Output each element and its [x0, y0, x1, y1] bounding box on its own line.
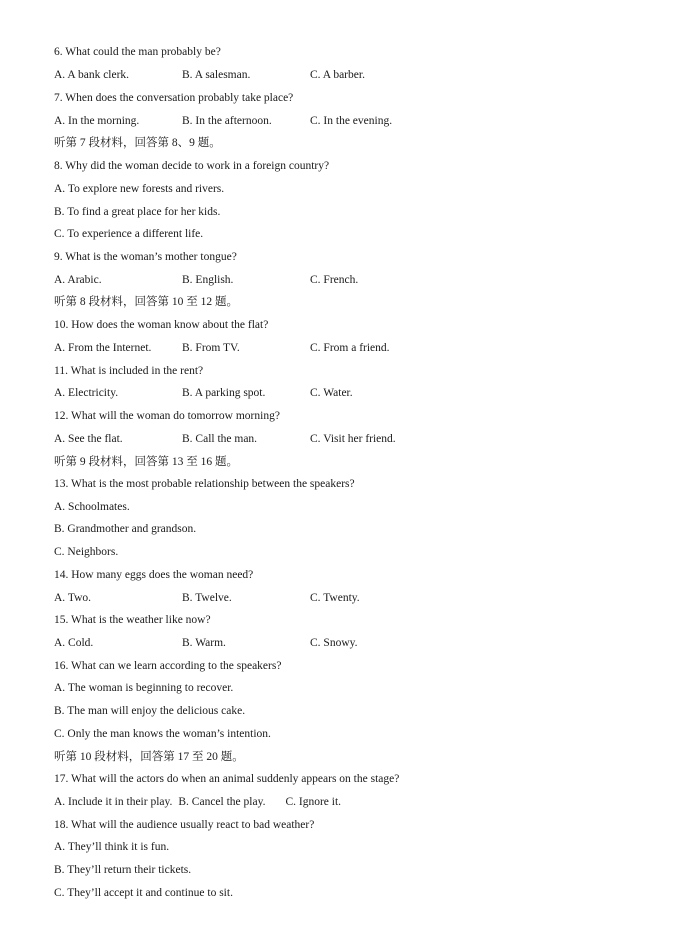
- q14-option-a: A. Two.: [54, 592, 91, 604]
- q7-options: [54, 114, 392, 128]
- q8-stem: 8. Why did the woman decide to work in a foreign country?: [54, 160, 330, 172]
- q16-option-c: C. Only the man knows the woman’s intention.: [54, 728, 271, 740]
- q17-stem: 17. What will the actors do when an animal suddenly appears on the stage?: [54, 773, 400, 785]
- q14-stem: 14. How many eggs does the woman need?: [54, 569, 254, 581]
- q16-stem: 16. What can we learn according to the speakers?: [54, 660, 282, 672]
- q12-option-b: B. Call the man.: [182, 433, 258, 445]
- q16-option-b: B. The man will enjoy the delicious cake.: [54, 705, 246, 717]
- q15-option-c: C. Snowy.: [310, 637, 358, 649]
- q12-options: [54, 432, 396, 446]
- q11-option-c: C. Water.: [310, 387, 353, 399]
- q6-option-b: B. A salesman.: [182, 69, 251, 81]
- q14-option-b: B. Twelve.: [182, 592, 232, 604]
- q13-option-c: C. Neighbors.: [54, 546, 119, 558]
- q17-option-a: A. Include it in their play.: [54, 796, 173, 808]
- q6-stem: 6. What could the man probably be?: [54, 46, 221, 58]
- q13-option-a: A. Schoolmates.: [54, 501, 130, 513]
- q10-options: [54, 341, 390, 355]
- q11-options: [54, 386, 353, 400]
- q12-stem: 12. What will the woman do tomorrow morning?: [54, 410, 280, 422]
- q13-stem: 13. What is the most probable relationship between the speakers?: [54, 478, 355, 490]
- q10-stem: 10. How does the woman know about the flat?: [54, 319, 269, 331]
- q10-option-a: A. From the Internet.: [54, 342, 152, 354]
- q8-option-b: B. To find a great place for her kids.: [54, 206, 221, 218]
- q11-stem: 11. What is included in the rent?: [54, 365, 204, 377]
- q6-option-c: C. A barber.: [310, 69, 365, 81]
- q18-option-a: A. They’ll think it is fun.: [54, 841, 170, 853]
- q15-option-b: B. Warm.: [182, 637, 226, 649]
- q10-option-c: C. From a friend.: [310, 342, 390, 354]
- q18-option-b: B. They’ll return their tickets.: [54, 864, 192, 876]
- q10-option-b: B. From TV.: [182, 342, 240, 354]
- q11-option-a: A. Electricity.: [54, 387, 119, 399]
- q7-option-a: A. In the morning.: [54, 115, 140, 127]
- q13-option-b: B. Grandmother and grandson.: [54, 523, 197, 535]
- q17-option-c: C. Ignore it.: [285, 796, 342, 808]
- q16-option-a: A. The woman is beginning to recover.: [54, 682, 234, 694]
- q6-options: [54, 68, 365, 82]
- q17-option-b: B. Cancel the play.: [178, 796, 266, 808]
- q7-stem: 7. When does the conversation probably take place?: [54, 92, 294, 104]
- section-8-instruction: 听第 8 段材料，回答第 10 至 12 题。: [54, 296, 238, 308]
- q7-option-c: C. In the evening.: [310, 115, 393, 127]
- q6-option-a: A. A bank clerk.: [54, 69, 130, 81]
- section-9-instruction: 听第 9 段材料，回答第 13 至 16 题。: [54, 456, 238, 468]
- q18-stem: 18. What will the audience usually react to bad weather?: [54, 819, 315, 831]
- q9-option-b: B. English.: [182, 274, 234, 286]
- q12-option-c: C. Visit her friend.: [310, 433, 396, 445]
- q8-option-a: A. To explore new forests and rivers.: [54, 183, 225, 195]
- q9-option-c: C. French.: [310, 274, 359, 286]
- q17-options: [54, 795, 341, 809]
- q9-stem: 9. What is the woman’s mother tongue?: [54, 251, 237, 263]
- q12-option-a: A. See the flat.: [54, 433, 123, 445]
- q18-option-c: C. They’ll accept it and continue to sit.: [54, 887, 233, 899]
- q14-option-c: C. Twenty.: [310, 592, 360, 604]
- q15-options: [54, 636, 358, 650]
- q9-option-a: A. Arabic.: [54, 274, 102, 286]
- section-7-instruction: 听第 7 段材料，回答第 8、9 题。: [54, 137, 221, 149]
- q7-option-b: B. In the afternoon.: [182, 115, 272, 127]
- q14-options: [54, 591, 360, 605]
- q8-option-c: C. To experience a different life.: [54, 228, 204, 240]
- q15-option-a: A. Cold.: [54, 637, 94, 649]
- q11-option-b: B. A parking spot.: [182, 387, 266, 399]
- section-10-instruction: 听第 10 段材料，回答第 17 至 20 题。: [54, 751, 244, 763]
- q15-stem: 15. What is the weather like now?: [54, 614, 211, 626]
- q9-options: [54, 273, 358, 287]
